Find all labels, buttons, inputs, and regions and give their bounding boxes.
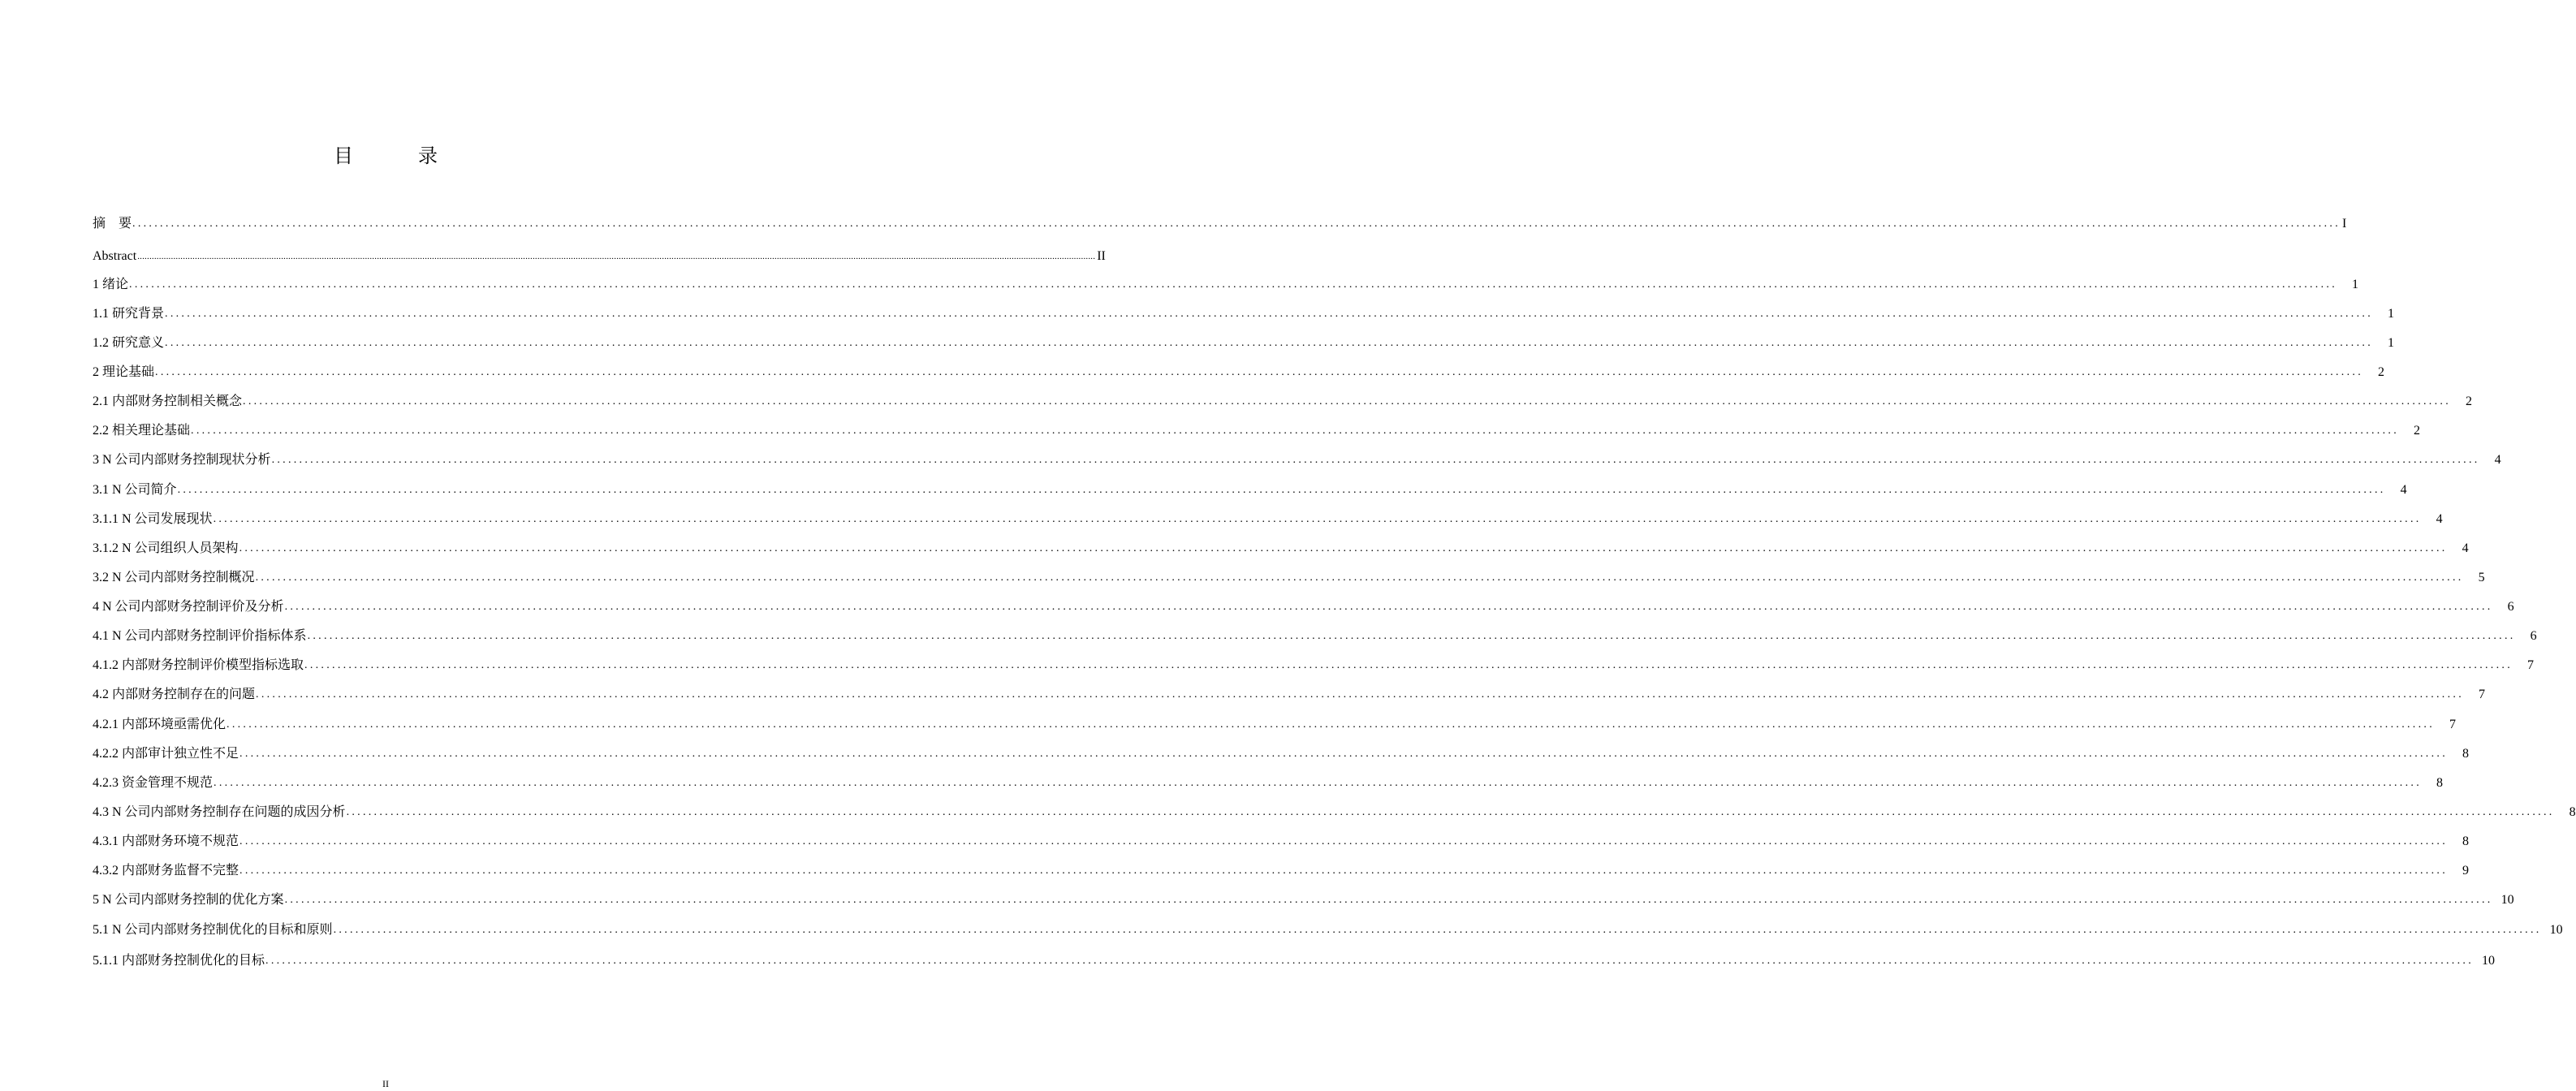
toc-entry-label: 2.1 内部财务控制相关概念 (93, 395, 243, 408)
toc-leader-dots: ................................................................................................................................................................................................................................................................................................................................................................................................................ (256, 688, 2465, 701)
toc-entry-label: 4.3.2 内部财务监督不完整 (93, 864, 239, 878)
toc-leader-dots: ................................................................................................................................................................................................................................................................................................................................................................................................................ (265, 955, 2475, 967)
toc-leader-dots: ................................................................................................................................................................................................................................................................................................................................................................................................................ (137, 252, 1096, 261)
toc-entry[interactable] (93, 712, 2457, 733)
toc-entry-page: 7 (2479, 688, 2486, 701)
toc-entry-label: 4.3.1 内部财务环境不规范 (93, 834, 239, 848)
toc-entry[interactable] (93, 360, 2385, 381)
toc-entry-page: 1 (2388, 307, 2395, 321)
toc-leader-dots: ................................................................................................................................................................................................................................................................................................................................................................................................................ (239, 865, 2449, 877)
toc-entry-label: 1.1 研究背景 (93, 307, 165, 321)
toc-leader-dots: ................................................................................................................................................................................................................................................................................................................................................................................................................ (191, 425, 2400, 437)
toc-entry[interactable] (93, 330, 2395, 351)
toc-entry-page: 6 (2530, 629, 2537, 643)
toc-leader-dots: ................................................................................................................................................................................................................................................................................................................................................................................................................ (129, 278, 2338, 291)
toc-entry-label: 4.1 N 公司内部财务控制评价指标体系 (93, 629, 307, 643)
toc-entry[interactable] (93, 770, 2444, 791)
toc-leader-dots: ................................................................................................................................................................................................................................................................................................................................................................................................................ (304, 659, 2513, 671)
toc-leader-dots: ................................................................................................................................................................................................................................................................................................................................................................................................................ (307, 630, 2516, 642)
toc-entry[interactable] (93, 565, 2485, 586)
toc-entry-page: 5 (2478, 571, 2485, 584)
toc-entry-label: 4.2.3 资金管理不规范 (93, 776, 214, 790)
toc-entry-label: 3.1.2 N 公司组织人员架构 (93, 541, 239, 555)
toc-leader-dots: ................................................................................................................................................................................................................................................................................................................................................................................................................ (165, 337, 2374, 349)
toc-entry-label: Abstract (93, 249, 137, 263)
toc-leader-dots: ................................................................................................................................................................................................................................................................................................................................................................................................................ (239, 748, 2449, 760)
toc-leader-dots: ................................................................................................................................................................................................................................................................................................................................................................................................................ (165, 308, 2374, 320)
toc-entry-page: 10 (2549, 923, 2563, 937)
toc-entry[interactable]: 摘 要 ................................................................................................................................................................................................................................................................................................................................................................................................................ I (93, 217, 2347, 231)
toc-leader-dots: ................................................................................................................................................................................................................................................................................................................................................................................................................ (255, 571, 2464, 584)
toc-entry-label: 3.1.1 N 公司发展现状 (93, 512, 213, 526)
toc-entry[interactable] (93, 389, 2473, 410)
toc-entry-page: 2 (2414, 424, 2421, 438)
toc-entry[interactable] (93, 887, 2514, 908)
toc-entry-label: 4.3 N 公司内部财务控制存在问题的成因分析 (93, 805, 346, 819)
toc-entry-page: 4 (2436, 512, 2443, 526)
toc-leader-dots: ................................................................................................................................................................................................................................................................................................................................................................................................................ (155, 366, 2364, 378)
toc-entry[interactable] (93, 741, 2470, 762)
toc-entry-page: 8 (2462, 747, 2470, 761)
toc-entry-label: 2 理论基础 (93, 365, 155, 379)
toc-entry[interactable] (93, 477, 2407, 498)
toc-entry-label: 4 N 公司内部财务控制评价及分析 (93, 600, 284, 614)
toc-entry-label: 3.1 N 公司简介 (93, 483, 177, 497)
toc-entry-label: 3 N 公司内部财务控制现状分析 (93, 453, 271, 467)
toc-entry[interactable] (93, 653, 2535, 674)
toc-entry-page: 8 (2436, 776, 2444, 790)
toc-entry[interactable] (93, 418, 2421, 439)
toc-entry-label: 4.2.1 内部环境亟需优化 (93, 718, 227, 731)
toc-entry-page: 6 (2507, 600, 2514, 614)
toc-entry[interactable] (93, 272, 2359, 293)
toc-leader-dots: ................................................................................................................................................................................................................................................................................................................................................................................................................ (177, 484, 2386, 496)
toc-entry-label: 4.2.2 内部审计独立性不足 (93, 747, 239, 761)
toc-entry[interactable] (93, 682, 2486, 703)
toc-entry-page: 2 (2378, 365, 2385, 379)
toc-entry-label: 4.2 内部财务控制存在的问题 (93, 688, 256, 701)
toc-entry-label: 3.2 N 公司内部财务控制概况 (93, 571, 255, 584)
toc-leader-dots: ................................................................................................................................................................................................................................................................................................................................................................................................................ (132, 218, 2341, 230)
toc-entry[interactable] (93, 447, 2501, 468)
toc-entry-label: 摘 要 (93, 217, 132, 231)
page-number-footer: II (382, 1078, 389, 1089)
toc-entry-page: 7 (2449, 718, 2457, 731)
toc-entry-page: 10 (2482, 954, 2496, 968)
toc-entry-label: 1 绪论 (93, 278, 129, 291)
toc-leader-dots: ................................................................................................................................................................................................................................................................................................................................................................................................................ (239, 542, 2448, 554)
toc-leader-dots: ................................................................................................................................................................................................................................................................................................................................................................................................................ (239, 835, 2449, 847)
toc-leader-dots: ................................................................................................................................................................................................................................................................................................................................................................................................................ (346, 806, 2555, 818)
toc-leader-dots: ................................................................................................................................................................................................................................................................................................................................................................................................................ (214, 777, 2423, 789)
toc-leader-dots: ................................................................................................................................................................................................................................................................................................................................................................................................................ (271, 454, 2480, 466)
toc-entry[interactable] (93, 829, 2470, 850)
toc-entry-page: 10 (2500, 893, 2514, 907)
toc-entry-page: 4 (2400, 483, 2407, 497)
toc-title: 目 录 (334, 144, 460, 167)
toc-entry-page: 7 (2527, 658, 2535, 672)
toc-entry-page: 8 (2462, 834, 2470, 848)
toc-entry[interactable] (93, 536, 2469, 557)
toc-entry-label: 4.1.2 内部财务控制评价模型指标选取 (93, 658, 304, 672)
toc-entry-page: 9 (2462, 864, 2470, 878)
toc-entry-label: 5.1 N 公司内部财务控制优化的目标和原则 (93, 923, 333, 937)
toc-entry[interactable] (93, 623, 2537, 645)
toc-entry-page: 8 (2569, 805, 2576, 819)
toc-leader-dots: ................................................................................................................................................................................................................................................................................................................................................................................................................ (284, 601, 2493, 613)
toc-entry[interactable] (93, 800, 2576, 821)
toc-entry[interactable] (93, 858, 2470, 879)
toc-entry-label: 5 N 公司内部财务控制的优化方案 (93, 893, 284, 907)
toc-entry-page: 4 (2494, 453, 2501, 467)
toc-entry[interactable] (93, 301, 2395, 322)
toc-entry-page: 4 (2462, 541, 2469, 555)
toc-entry[interactable]: Abstract ................................................................................................................................................................................................................................................................................................................................................................................................................ II (93, 249, 1106, 263)
toc-entry-page: 1 (2352, 278, 2359, 291)
toc-leader-dots: ................................................................................................................................................................................................................................................................................................................................................................................................................ (243, 395, 2452, 408)
toc-entry[interactable] (93, 507, 2443, 528)
toc-entry-page: 2 (2466, 395, 2473, 408)
toc-leader-dots: ................................................................................................................................................................................................................................................................................................................................................................................................................ (227, 718, 2436, 731)
toc-leader-dots: ................................................................................................................................................................................................................................................................................................................................................................................................................ (213, 513, 2422, 525)
toc-entry-page: 1 (2388, 336, 2395, 350)
toc-entry-label: 1.2 研究意义 (93, 336, 165, 350)
toc-leader-dots: ................................................................................................................................................................................................................................................................................................................................................................................................................ (333, 924, 2542, 936)
toc-leader-dots: ................................................................................................................................................................................................................................................................................................................................................................................................................ (284, 894, 2493, 906)
toc-entry[interactable] (93, 948, 2496, 969)
toc-entry-label: 5.1.1 内部财务控制优化的目标 (93, 954, 265, 968)
toc-entry[interactable] (93, 917, 2563, 938)
toc-entry[interactable] (93, 594, 2514, 615)
toc-entry-label: 2.2 相关理论基础 (93, 424, 191, 438)
